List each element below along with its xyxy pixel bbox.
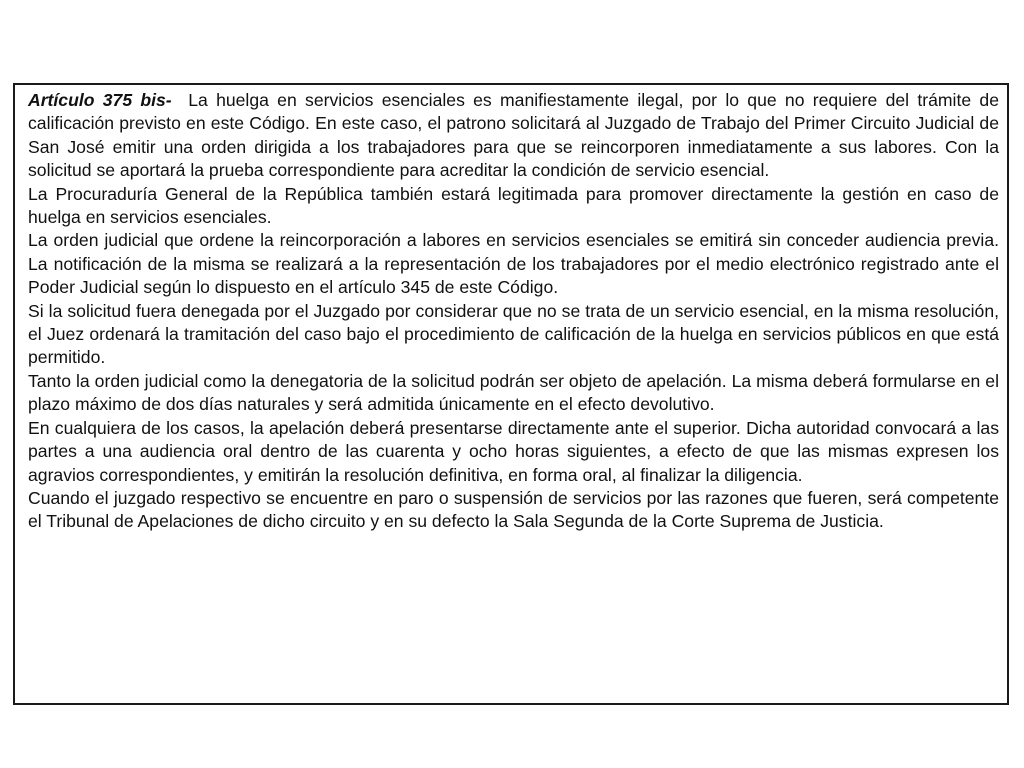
- article-paragraph-4: Si la solicitud fuera denegada por el Juzgado por considerar que no se trata de un servicio esencial, en la misma resolución, el Juez ordenará la tramitación del caso bajo el procedimiento de calificación de la huelga en servicios públicos en que está permitido.: [28, 300, 999, 368]
- article-paragraph-1: [28, 89, 999, 183]
- article-text-box: [13, 83, 1009, 705]
- article-paragraph-7: Cuando el juzgado respectivo se encuentre en paro o suspensión de servicios por las razones que fueren, será competente el Tribunal de Apelaciones de dicho circuito y en su defecto la Sala Segunda de la Corte Suprema de Justicia.: [28, 487, 999, 532]
- article-paragraph-3: La orden judicial que ordene la reincorporación a labores en servicios esenciales se emitirá sin conceder audiencia previa. La notificación de la misma se realizará a la representación de los trabajadores por el medio electrónico registrado ante el Poder Judicial según lo dispuesto en el artículo 345 de este Código.: [28, 230, 999, 298]
- article-paragraph-1-text: La huelga en servicios esenciales es manifiestamente ilegal, por lo que no requiere del trámite de calificación previsto en este Código. En este caso, el patrono solicitará al Juzgado de Trabajo del Primer Circuito Judicial de San José emitir una orden dirigida a los trabajadores para que se reincorporen inmediatamente a sus labores. Con la solicitud se aportará la prueba correspondiente para acreditar la condición de servicio esencial.: [28, 90, 999, 181]
- article-paragraph-6: En cualquiera de los casos, la apelación deberá presentarse directamente ante el superior. Dicha autoridad convocará a las partes a una audiencia oral dentro de las cuarenta y ocho horas siguientes, a efecto de que las mismas expresen los agravios correspondientes, y emitirán la resolución definitiva, en forma oral, al finalizar la diligencia.: [28, 417, 999, 485]
- article-heading: Artículo 375 bis-: [28, 90, 172, 110]
- article-paragraph-5: Tanto la orden judicial como la denegatoria de la solicitud podrán ser objeto de apelación. La misma deberá formularse en el plazo máximo de dos días naturales y será admitida únicamente en el efecto devolutivo.: [28, 370, 999, 415]
- article-paragraph-2: La Procuraduría General de la República también estará legitimada para promover directamente la gestión en caso de huelga en servicios esenciales.: [28, 183, 999, 228]
